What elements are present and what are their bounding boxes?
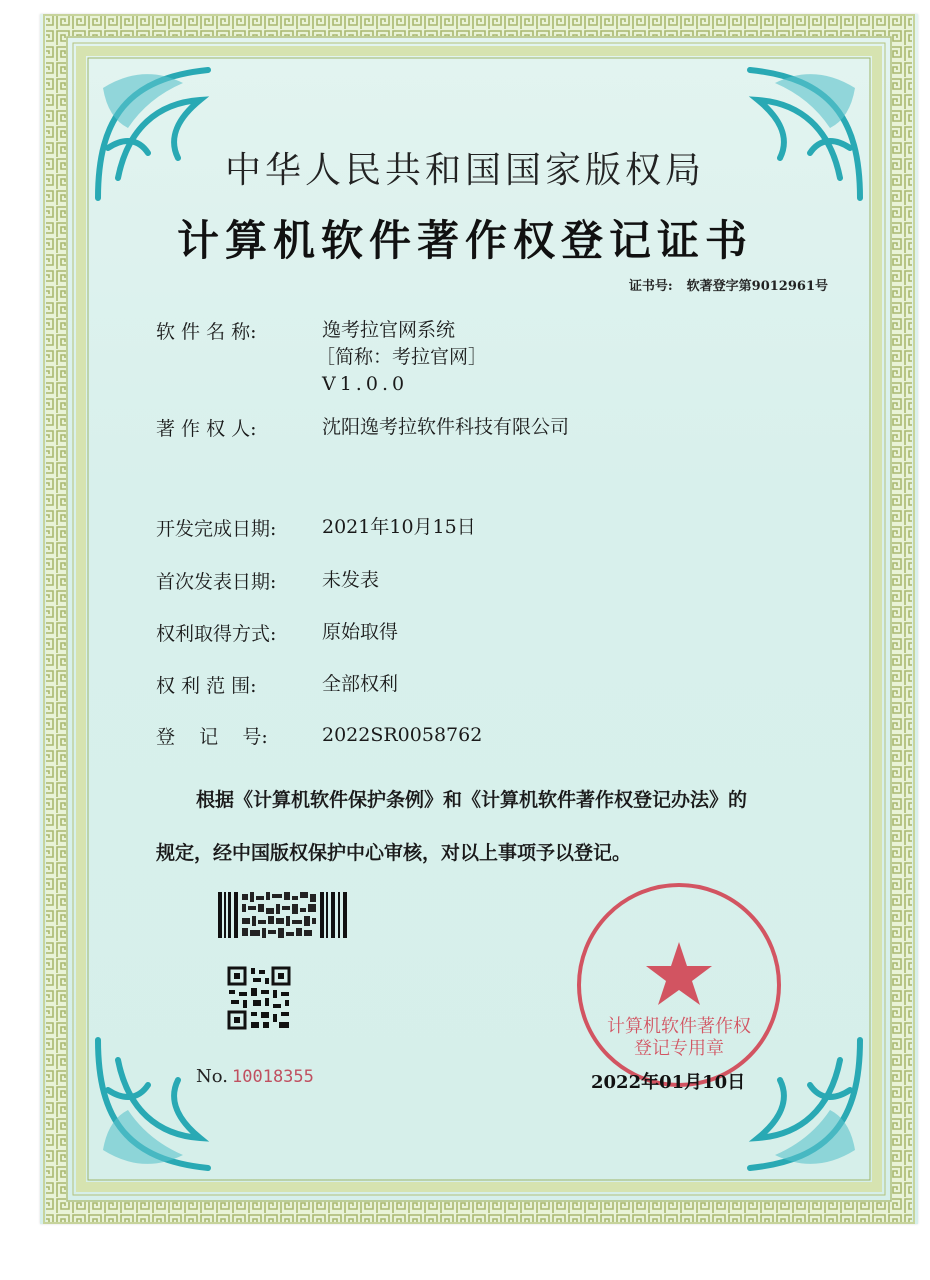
certificate-serial bbox=[196, 1066, 314, 1087]
rights-scope-label: 权 利 范 围: bbox=[156, 675, 257, 697]
registration-no-value: 2022SR0058762 bbox=[322, 724, 483, 746]
issue-date: 2022年01月10日 bbox=[591, 1072, 746, 1093]
registration-no-label: 登 记 号: bbox=[156, 726, 268, 748]
serial-number: 10018355 bbox=[232, 1067, 314, 1087]
software-name-line3: V1.0.0 bbox=[322, 373, 409, 395]
software-name-value bbox=[316, 317, 488, 398]
barcode bbox=[218, 892, 350, 938]
software-name-line2: ［简称：考拉官网］ bbox=[316, 346, 488, 368]
qr-code bbox=[227, 966, 291, 1030]
seal-inner-line-1: 计算机软件著作权 bbox=[607, 1016, 751, 1037]
completion-date-value: 2021年10月15日 bbox=[322, 516, 476, 538]
completion-date-label: 开发完成日期: bbox=[156, 518, 277, 540]
issuer-title: 中华人民共和国国家版权局 bbox=[224, 150, 705, 191]
statement-line-2: 规定，经中国版权保护中心审核，对以上事项予以登记。 bbox=[156, 842, 632, 864]
acquisition-method-value: 原始取得 bbox=[322, 621, 399, 643]
seal-inner-line-2: 登记专用章 bbox=[634, 1038, 724, 1059]
copyright-owner-label: 著 作 权 人: bbox=[156, 418, 257, 440]
star-icon bbox=[646, 942, 712, 1005]
software-name-line1: 逸考拉官网系统 bbox=[322, 319, 456, 341]
certificate-number-label: 证书号: bbox=[628, 279, 673, 294]
serial-label: No. bbox=[196, 1066, 228, 1087]
first-publish-date-value: 未发表 bbox=[322, 569, 380, 591]
rights-scope-value: 全部权利 bbox=[322, 673, 399, 695]
copyright-owner-value: 沈阳逸考拉软件科技有限公司 bbox=[322, 416, 570, 438]
statement-line-1: 根据《计算机软件保护条例》和《计算机软件著作权登记办法》的 bbox=[196, 789, 748, 811]
software-name-label: 软 件 名 称: bbox=[156, 321, 257, 343]
first-publish-date-label: 首次发表日期: bbox=[156, 571, 277, 593]
corner-ornament-bottom-left bbox=[88, 1030, 238, 1180]
certificate-number bbox=[629, 275, 828, 294]
certificate-title: 计算机软件著作权登记证书 bbox=[176, 216, 753, 265]
certificate-number-value: 软著登字第9012961号 bbox=[686, 279, 828, 294]
official-seal bbox=[574, 880, 784, 1090]
acquisition-method-label: 权利取得方式: bbox=[156, 623, 277, 645]
